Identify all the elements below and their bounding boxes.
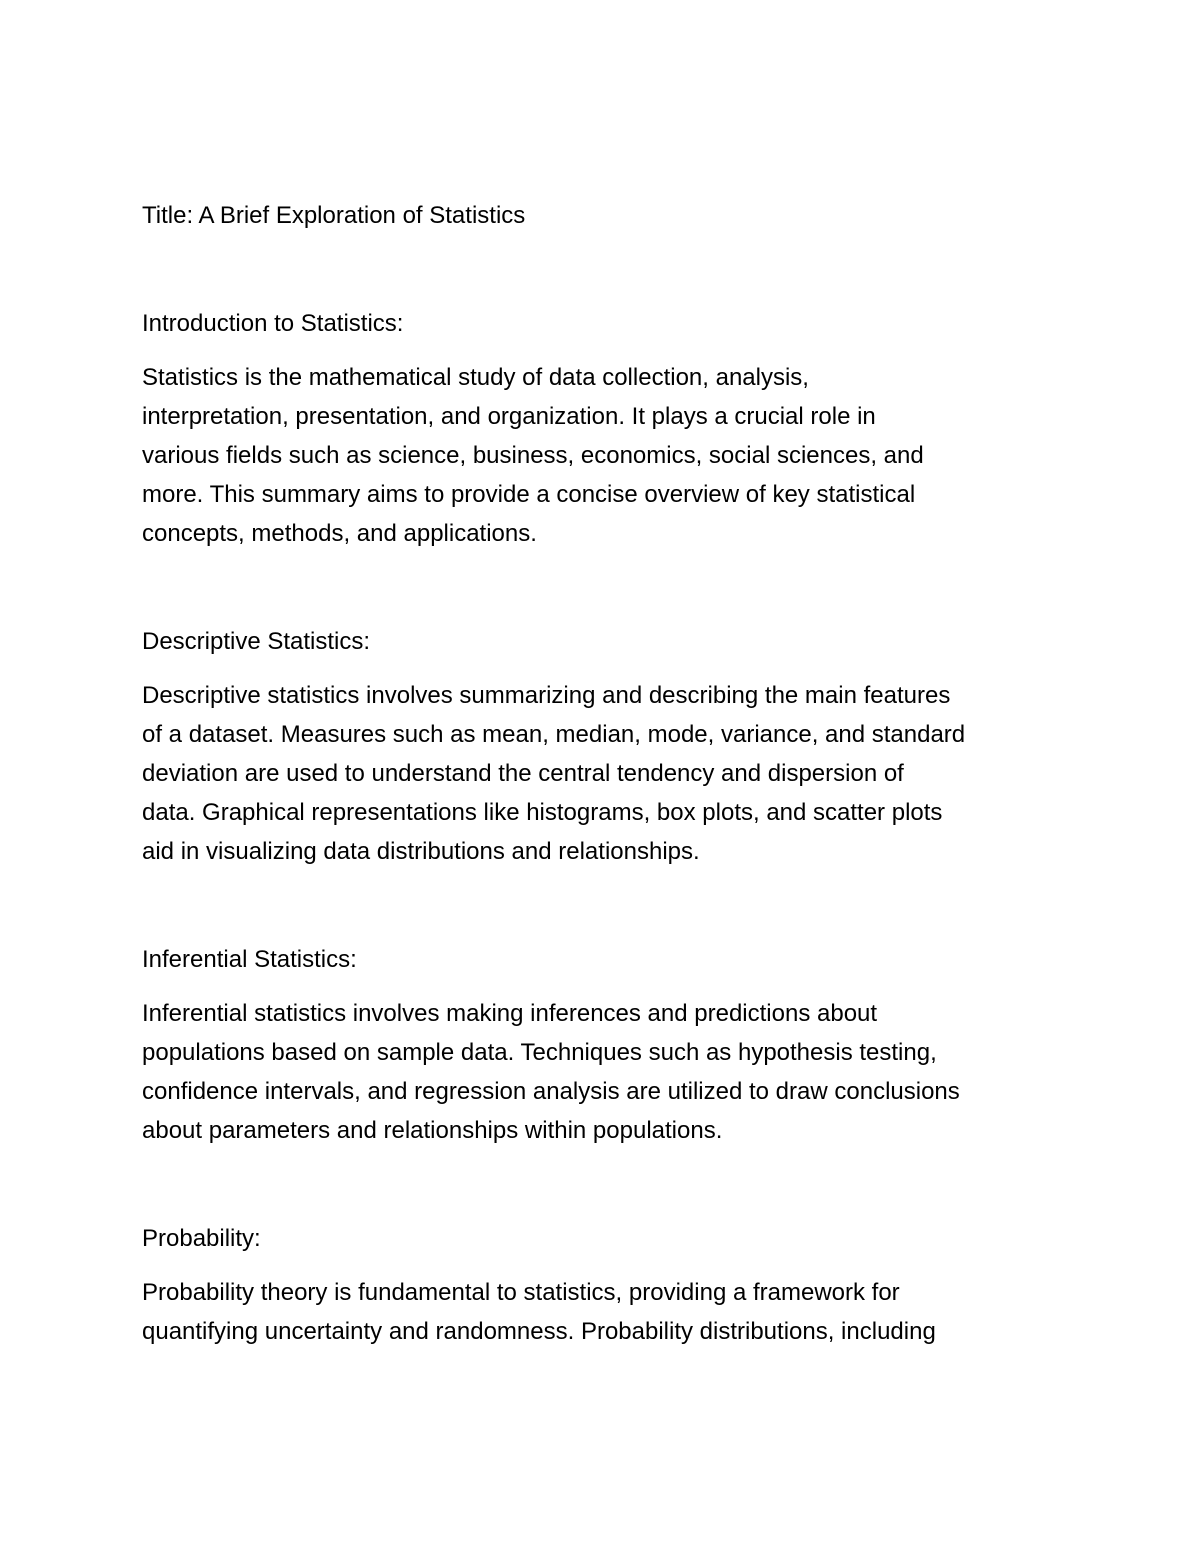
section-paragraph-descriptive [142,676,1082,871]
paragraph-line: about parameters and relationships within populations. [142,1117,723,1144]
paragraph-line: Statistics is the mathematical study of data collection, analysis, [142,364,809,391]
paragraph-line: populations based on sample data. Techniques such as hypothesis testing, [142,1039,937,1066]
document-title: Title: A Brief Exploration of Statistics [142,202,526,229]
paragraph-line: deviation are used to understand the central tendency and dispersion of [142,760,904,787]
paragraph-line: interpretation, presentation, and organization. It plays a crucial role in [142,403,876,430]
paragraph-line: Inferential statistics involves making inferences and predictions about [142,1000,878,1027]
paragraph-line: Probability theory is fundamental to statistics, providing a framework for [142,1279,900,1306]
section-paragraph-inferential [142,994,1082,1150]
section-heading-descriptive: Descriptive Statistics: [142,628,371,655]
paragraph-line: various fields such as science, business, economics, social sciences, and [142,442,924,469]
paragraph-line: more. This summary aims to provide a concise overview of key statistical [142,481,916,508]
section-paragraph-introduction [142,358,1082,553]
paragraph-line: Descriptive statistics involves summarizing and describing the main features [142,682,951,709]
section-heading-inferential: Inferential Statistics: [142,946,357,973]
paragraph-line: quantifying uncertainty and randomness. Probability distributions, including [142,1318,936,1345]
paragraph-line: concepts, methods, and applications. [142,520,537,547]
document-content [142,196,1082,1351]
paragraph-line: confidence intervals, and regression analysis are utilized to draw conclusions [142,1078,960,1105]
paragraph-line: aid in visualizing data distributions and relationships. [142,838,700,865]
section-paragraph-probability [142,1273,1082,1351]
paragraph-line: of a dataset. Measures such as mean, median, mode, variance, and standard [142,721,966,748]
section-heading-introduction: Introduction to Statistics: [142,310,404,337]
section-heading-probability: Probability: [142,1225,261,1252]
paragraph-line: data. Graphical representations like histograms, box plots, and scatter plots [142,799,943,826]
